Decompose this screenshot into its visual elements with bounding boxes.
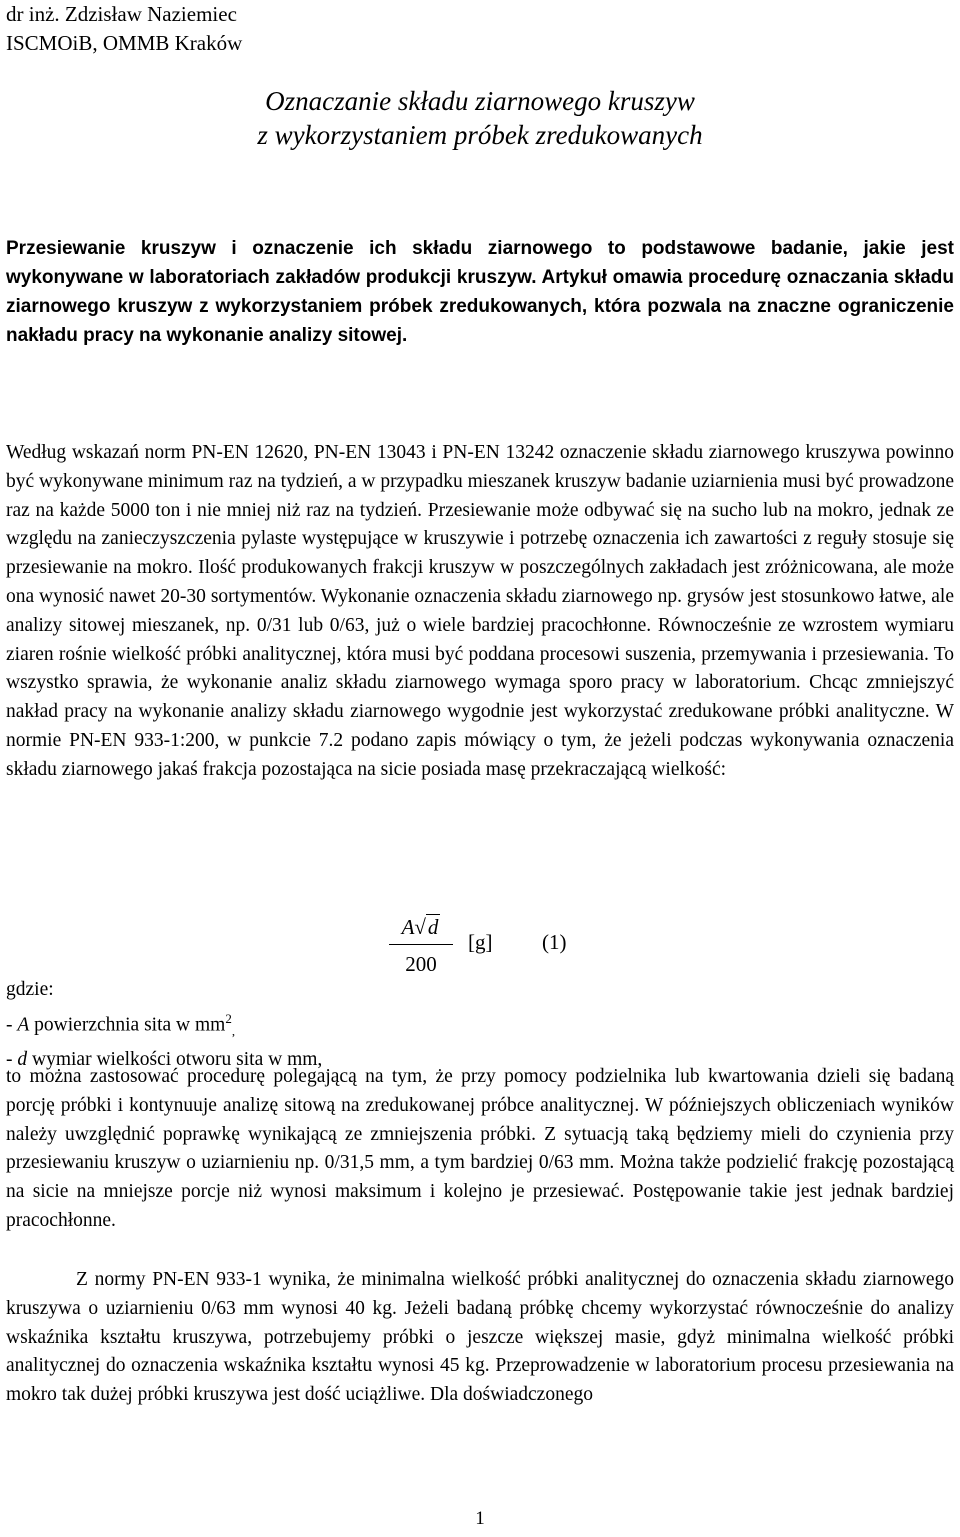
page-number: 1	[475, 1508, 485, 1529]
title-line-1: Oznaczanie składu ziarnowego kruszyw	[265, 86, 695, 116]
fraction-bar	[389, 944, 453, 945]
formula-legend	[6, 976, 954, 1075]
title-line-2: z wykorzystaniem próbek zredukowanych	[257, 120, 703, 150]
formula-numerator	[389, 912, 453, 942]
equation-number: (1)	[542, 930, 567, 954]
paragraph-2: to można zastosować procedurę polegającą na tym, że przy pomocy podzielnika lub kwartowania dzieli się badaną porcję próbki i kontynuuje analizę sitową na zredukowanej próbce analitycznej. W późniejszych obliczeniach wyników należy uwzględnić poprawkę wynikającą ze zmniejszenia próbki. Z sytuacją taką będziemy mieli do czynienia przy przesiewaniu kruszyw o uziarnieniu np. 0/31,5 mm, a tym bardziej 0/63 mm. Można także podzielić frakcję pozostającą na sicie na mniejsze porcje niż wynosi maksimum i kolejno je przesiewać. Postępowanie takie jest jednak bardziej pracochłonne.	[6, 1066, 954, 1231]
article-title	[6, 84, 954, 152]
where-item-text: powierzchnia sita w mm	[29, 1014, 226, 1036]
where-item-superscript: 2	[225, 1010, 232, 1026]
where-item-symbol: d	[17, 1048, 28, 1070]
formula-denominator: 200	[405, 952, 437, 976]
where-item-after: ,	[231, 1023, 236, 1039]
body-section-2	[6, 1063, 954, 1236]
where-item-text: wymiar wielkości otworu sita w mm,	[27, 1048, 323, 1070]
author-name: dr inż. Zdzisław Naziemiec	[6, 2, 237, 26]
formula-unit: [g]	[468, 930, 493, 954]
where-item-prefix: -	[6, 1014, 18, 1036]
body-section-1	[6, 439, 954, 785]
author-block	[6, 0, 242, 58]
where-label: gdzie:	[6, 979, 54, 1000]
sqrt-symbol: √	[414, 915, 426, 939]
author-affiliation: ISCMOiB, OMMB Kraków	[6, 31, 243, 55]
document-page	[6, 0, 954, 1537]
paragraph-3: Z normy PN-EN 933-1 wynika, że minimalna wielkość próbki analitycznej do oznaczenia składu ziarnowego kruszywa o uziarnieniu 0/63 mm wynosi 40 kg. Jeżeli badaną próbkę chcemy wykorzystać równocześnie do analizy wskaźnika kształtu kruszywa, potrzebujemy próbki o jeszcze większej masie, gdyż minimalna wielkość próbki analitycznej do oznaczenia wskaźnika kształtu wynosi 45 kg. Przeprowadzenie w laboratorium procesu przesiewania na mokro tak dużej próbki kruszywa jest dość uciążliwe. Dla doświadczonego	[6, 1269, 954, 1406]
where-item-symbol: A	[17, 1014, 30, 1036]
formula-fraction	[389, 912, 453, 979]
formula-symbol-a: A	[401, 915, 415, 939]
where-item-a	[6, 1005, 954, 1046]
paragraph-1: Według wskazań norm PN-EN 12620, PN-EN 13043 i PN-EN 13242 oznaczenie składu ziarnowego kruszywa powinno być wykonywane minimum raz na tydzień, a w przypadku mieszanek kruszyw badanie uziarnienia musi być prowadzone raz na każde 5000 ton i nie mniej niż raz na tydzień. Przesiewanie może odbywać się na sucho lub na mokro, jednak ze względu na zanieczyszczenia pylaste występujące w kruszywie i potrzebę oznaczenia ich zawartości z reguły stosuje się przesiewanie na mokro. Ilość produkowanych frakcji kruszyw w poszczególnych zakładach jest zróżnicowana, ale może ona wynosić nawet 20-30 sortymentów. Wykonanie oznaczenia składu ziarnowego np. grysów jest stosunkowo łatwe, ale analizy sitowej mieszanek, np. 0/31 lub 0/63, już o wiele bardziej pracochłonne. Równocześnie ze wzrostem wymiaru ziaren rośnie wielkość próbki analitycznej, która musi być poddana procesowi suszenia, przemywania i przesiewania. To wszystko sprawia, że wykonanie analiz składu ziarnowego wymaga sporo pracy w laboratorium. Chcąc zmniejszyć nakład pracy na wykonanie analizy składu ziarnowego wygodnie jest wykorzystać zredukowane próbki analityczne. W normie PN-EN 933-1:200, w punkcie 7.2 podano zapis mówiący o tym, że jeżeli podczas wykonywania oznaczenia składu ziarnowego jakaś frakcja pozostająca na sicie posiada masę przekraczającą wielkość:	[6, 442, 954, 780]
formula-symbol-d: d	[427, 915, 439, 939]
where-item-prefix: -	[6, 1048, 18, 1070]
body-section-3	[6, 1266, 954, 1410]
abstract-paragraph: Przesiewanie kruszyw i oznaczenie ich składu ziarnowego to podstawowe badanie, jakie jest wykonywane w laboratoriach zakładów produkcji kruszyw. Artykuł omawia procedurę oznaczania składu ziarnowego kruszyw z wykorzystaniem próbek zredukowanych, która pozwala na znaczne ograniczenie nakładu pracy na wykonanie analizy sitowej.	[6, 238, 954, 346]
